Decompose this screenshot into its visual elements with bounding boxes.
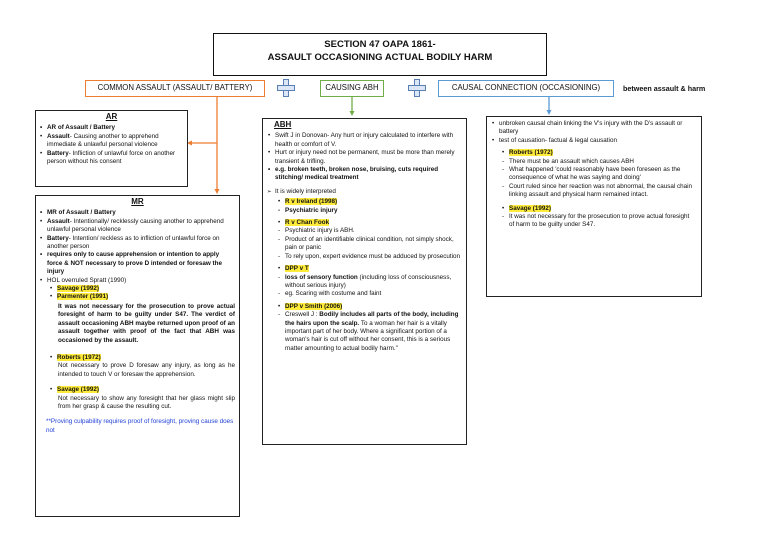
case-savage-2: • Savage (1992) (50, 386, 235, 394)
roberts-text: Not necessary to prove D foresaw any injury, as long as he intended to touch V or foresaw the apprehension. (58, 362, 235, 378)
ireland-detail: - Psychiatric injury (278, 207, 461, 215)
mr-item: • MR of Assault / Battery (40, 209, 235, 217)
mr-item: • Battery- Intention/ reckless as to infliction of unlawful force on another person (40, 235, 235, 252)
roberts-detail: - What happened 'could reasonably have been foreseen as the consequence of what he was saying and doing' (502, 166, 696, 183)
page-title-line1: SECTION 47 OAPA 1861- (324, 39, 436, 50)
abh-item: • e.g. broken teeth, broken nose, bruising, cuts required stitching/ medical treatment (268, 166, 461, 183)
ar-item: • AR of Assault / Battery (40, 124, 183, 132)
savage-text: Not necessary to show any foresight that her glass might slip from her grasp & cause the resulting cut. (58, 394, 235, 410)
page-title-line2: ASSAULT OCCASIONING ACTUAL BODILY HARM (267, 52, 493, 63)
case-roberts: • Roberts (1972) (502, 149, 696, 157)
causal-item: • test of causation- factual & legal causation (492, 137, 696, 145)
case-chan-fook: • R v Chan Fook (278, 219, 461, 227)
abh-item: • Hurt or injury need not be permanent, must be more than merely transient & trifling. (268, 149, 461, 166)
mr-item: • HOL overruled Spratt (1990) (40, 277, 235, 285)
header-common-assault: COMMON ASSAULT (ASSAULT/ BATTERY) (85, 80, 265, 97)
causal-box (486, 116, 702, 297)
culpability-note: **Proving culpability requires proof of foresight, proving cause does not (46, 418, 234, 434)
header-causal-connection: CAUSAL CONNECTION (OCCASIONING) (438, 80, 614, 97)
header-causing-abh: CAUSING ABH (320, 80, 384, 97)
abh-title: ABH (274, 120, 292, 129)
case-roberts: • Roberts (1972) (50, 354, 235, 362)
case-savage: • Savage (1992) (50, 285, 235, 293)
ar-title: AR (105, 112, 118, 121)
dpp-v-t-detail: - eg. Scaring with costume and faint (278, 290, 461, 298)
case-dpp-v-t: • DPP v T (278, 265, 461, 273)
dpp-v-t-detail: - loss of sensory function (including loss of consciousness, without serious injury) (278, 274, 461, 291)
savage-detail: - It was not necessary for the prosecution to prove actual foresight of harm to be guilty under S47. (502, 213, 696, 230)
between-note: between assault & harm (623, 84, 706, 93)
mr-title: MR (131, 197, 144, 206)
abh-item: • Swift J in Donovan- Any hurt or injury calculated to interfere with health or comfort of V. (268, 132, 461, 149)
ar-item: • Assault- Causing another to apprehend immediate & unlawful personal violence (40, 133, 183, 150)
roberts-detail: - Court ruled since her reaction was not abnormal, the causal chain linking assault and physical harm remained intact. (502, 183, 696, 200)
chan-fook-detail: - To rely upon, expert evidence must be adduced by prosecution (278, 253, 461, 261)
case-dpp-v-smith: • DPP v Smith (2006) (278, 303, 461, 311)
ar-item: • Battery- Infliction of unlawful force on another person without his consent (40, 150, 183, 167)
mr-box (35, 195, 240, 517)
mr-item: • Assault- Intentionally/ recklessly causing another to apprehend unlawful personal violence (40, 218, 235, 235)
causal-item: • unbroken causal chain linking the V's injury with the D's assault or battery (492, 120, 696, 137)
chan-fook-detail: - Product of an identifiable clinical condition, not simply shock, pain or panic (278, 236, 461, 253)
case-ireland: • R v Ireland (1998) (278, 198, 461, 206)
chan-fook-detail: - Psychiatric injury is ABH. (278, 227, 461, 235)
abh-box (262, 118, 467, 445)
mr-item: • requires only to cause apprehension or intention to apply force & NOT necessary to prove D intended or foresaw the injury (40, 251, 235, 276)
parmenter-text: It was not necessary for the prosecution to prove actual foresight of harm to be guilty under S47. The verdict of assault occasioning ABH maybe returned upon proof of an assault together with proof of the fact that ABH was occasioned by the assault. (58, 302, 235, 344)
case-savage: • Savage (1992) (502, 205, 696, 213)
abh-widely: ➢ It is widely interpreted (268, 188, 461, 196)
roberts-detail: - There must be an assault which causes ABH (502, 158, 696, 166)
ar-box (35, 110, 188, 187)
smith-detail: - Creswell J : Bodily includes all parts of the body, including the hairs upon the scalp. To a woman her hair is a vitally important part of her body. Where a significant portion of a woman's hair is cut off without her consent, this is a serious matter amounting to actual bodily harm." (278, 311, 461, 353)
case-parmenter: • Parmenter (1991) (50, 293, 235, 301)
